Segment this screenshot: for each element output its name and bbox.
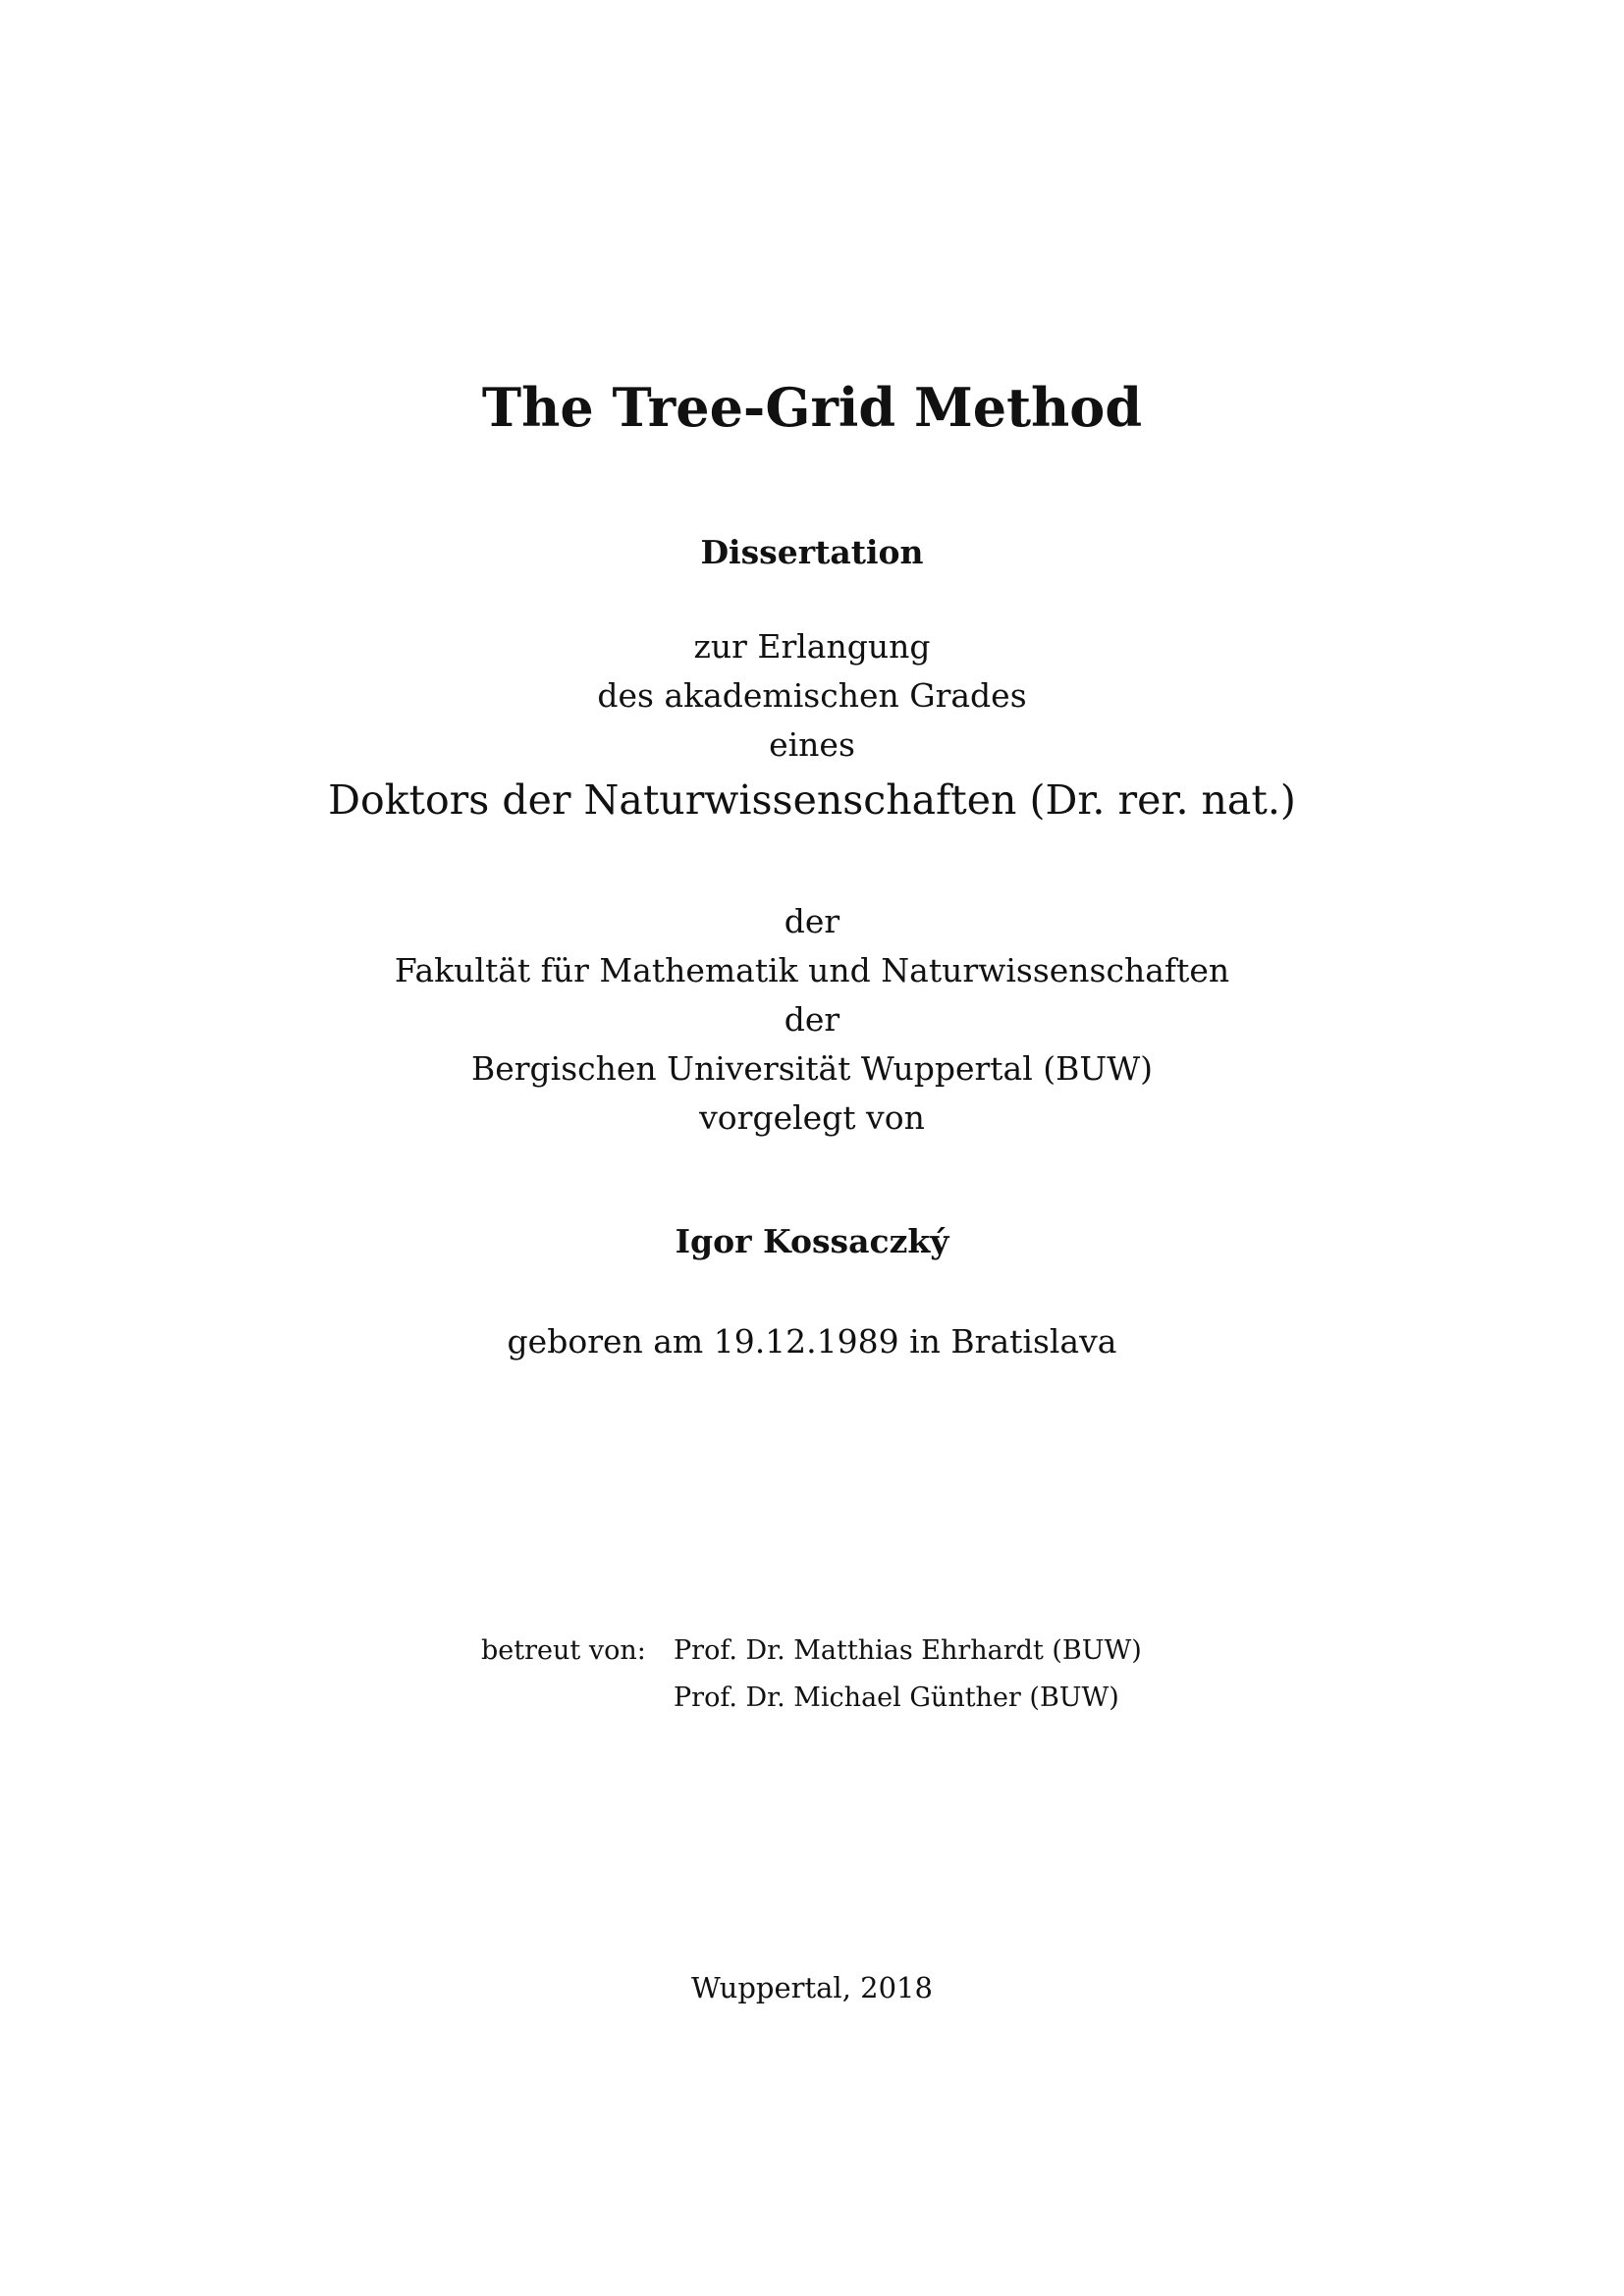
institution-line-5: vorgelegt von — [699, 1098, 925, 1137]
author-name: Igor Kossaczký — [675, 1222, 949, 1260]
supervision-label: betreut von: — [481, 1635, 646, 1666]
degree-line-3: eines — [769, 725, 855, 764]
supervisor-list — [674, 1628, 1142, 1722]
thesis-title: The Tree-Grid Method — [481, 376, 1143, 439]
institution-line-1: der — [784, 902, 840, 940]
institution-line-4: Bergischen Universität Wuppertal (BUW) — [470, 1049, 1153, 1088]
supervisor-1: Prof. Dr. Matthias Ehrhardt (BUW) — [674, 1635, 1142, 1666]
institution-line-3: der — [784, 1000, 840, 1039]
birth-info: geboren am 19.12.1989 in Bratislava — [507, 1322, 1117, 1361]
document-type: Dissertation — [700, 533, 924, 571]
place-date: Wuppertal, 2018 — [691, 1971, 933, 2004]
degree-line-2: des akademischen Grades — [597, 676, 1027, 715]
degree-title: Doktors der Naturwissenschaften (Dr. rer. nat.) — [328, 776, 1296, 824]
supervisor-2: Prof. Dr. Michael Günther (BUW) — [674, 1682, 1119, 1713]
degree-line-1: zur Erlangung — [693, 627, 931, 666]
institution-line-2: Fakultät für Mathematik und Naturwissenschaften — [394, 951, 1230, 989]
